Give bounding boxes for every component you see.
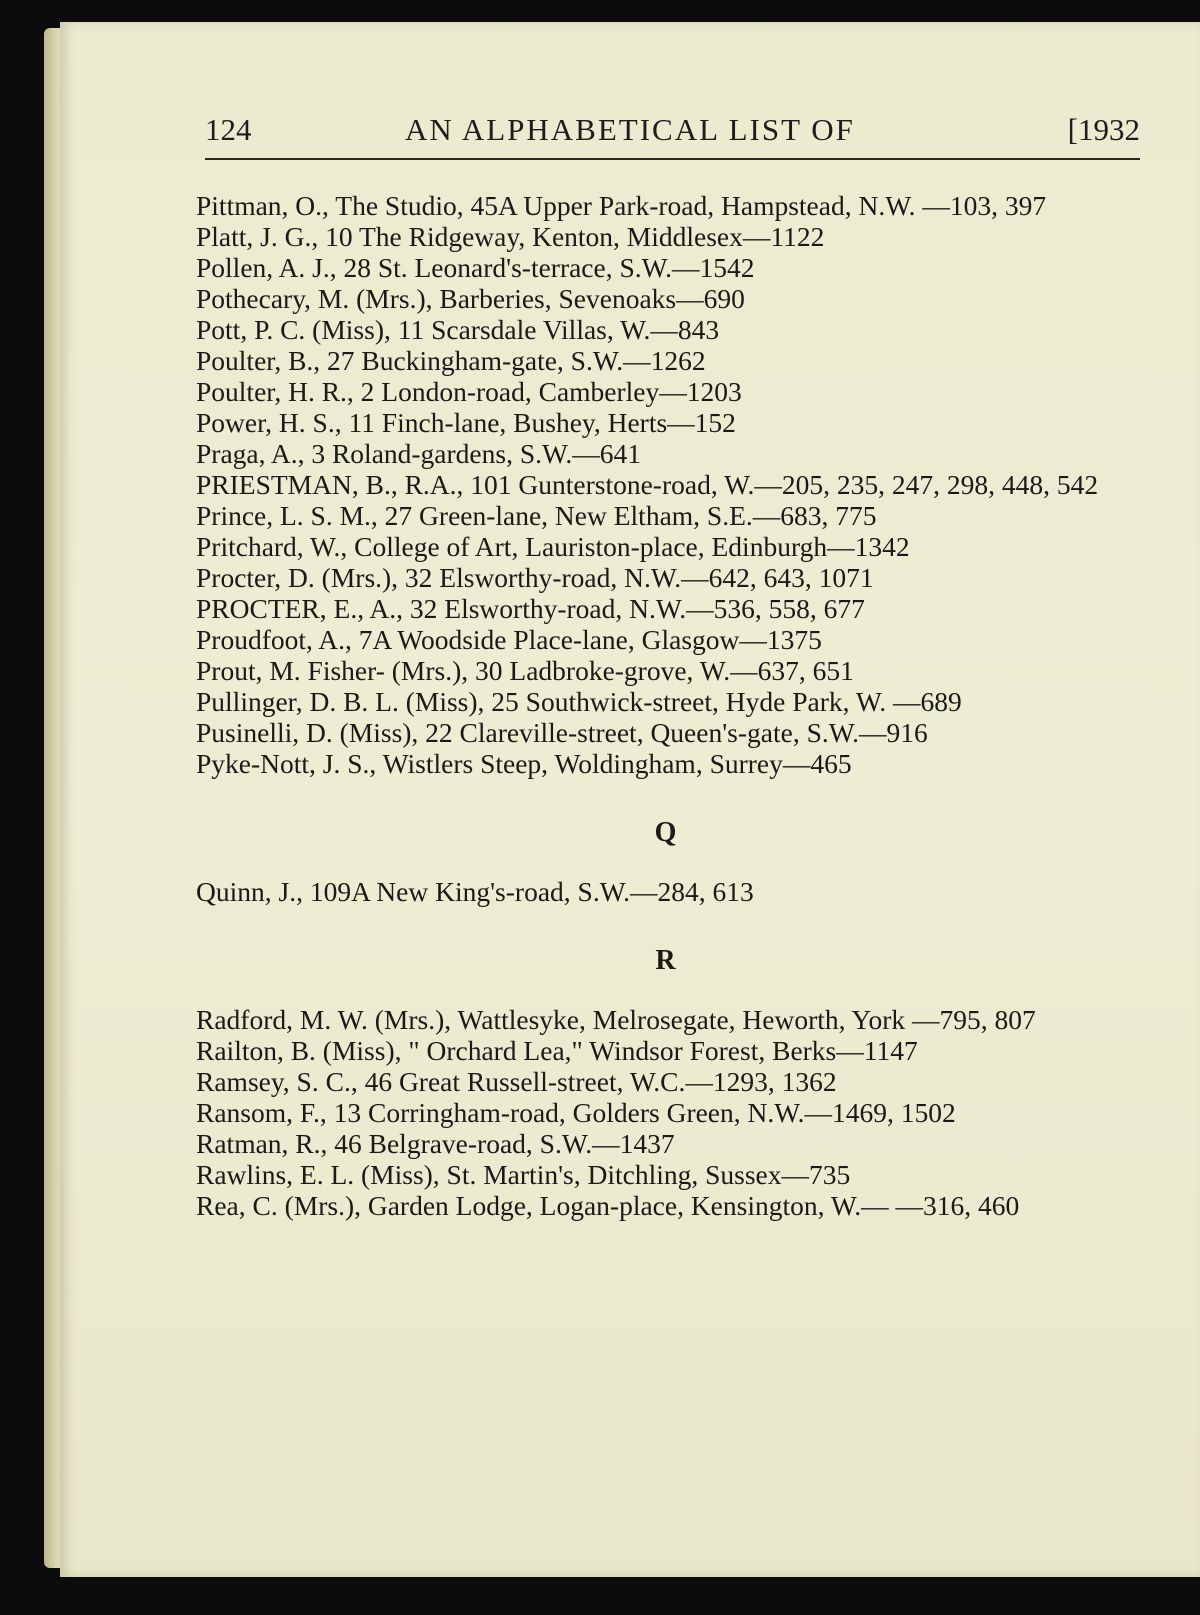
list-item: Pritchard, W., College of Art, Lauriston-place, Edinburgh—1342: [196, 531, 910, 562]
list-item: PROCTER, E., A., 32 Elsworthy-road, N.W.—536, 558, 677: [196, 593, 865, 624]
directory-entries: [196, 190, 1141, 1221]
list-item: Prout, M. Fisher- (Mrs.), 30 Ladbroke-grove, W.—637, 651: [196, 655, 854, 686]
list-item: Procter, D. (Mrs.), 32 Elsworthy-road, N.W.—642, 643, 1071: [196, 562, 874, 593]
list-item: Pittman, O., The Studio, 45A Upper Park-road, Hampstead, N.W. —103, 397: [196, 190, 1047, 221]
list-item: Pott, P. C. (Miss), 11 Scarsdale Villas, W.—843: [196, 314, 720, 345]
list-item: Rea, C. (Mrs.), Garden Lodge, Logan-place, Kensington, W.— —316, 460: [196, 1190, 1020, 1221]
section-letter-r: R: [655, 945, 676, 976]
page-header: [205, 112, 1140, 152]
header-rule: [205, 158, 1140, 160]
list-item: Pyke-Nott, J. S., Wistlers Steep, Woldingham, Surrey—465: [196, 748, 852, 779]
list-item: PRIESTMAN, B., R.A., 101 Gunterstone-road, W.—205, 235, 247, 298, 448, 542: [196, 469, 1099, 500]
list-item: Prince, L. S. M., 27 Green-lane, New Eltham, S.E.—683, 775: [196, 500, 877, 531]
list-item: Poulter, H. R., 2 London-road, Camberley—1203: [196, 376, 742, 407]
list-item: Proudfoot, A., 7A Woodside Place-lane, Glasgow—1375: [196, 624, 822, 655]
list-item: Quinn, J., 109A New King's-road, S.W.—284, 613: [196, 876, 754, 907]
list-item: Railton, B. (Miss), " Orchard Lea," Windsor Forest, Berks—1147: [196, 1035, 918, 1066]
page-number: 124: [205, 112, 252, 147]
list-item: Pullinger, D. B. L. (Miss), 25 Southwick-street, Hyde Park, W. —689: [196, 686, 962, 717]
list-item: Pusinelli, D. (Miss), 22 Clareville-street, Queen's-gate, S.W.—916: [196, 717, 928, 748]
list-item: Radford, M. W. (Mrs.), Wattlesyke, Melrosegate, Heworth, York —795, 807: [196, 1004, 1036, 1035]
year-mark: [1932: [1067, 112, 1140, 147]
section-letter-q: Q: [654, 817, 677, 848]
list-item: Ratman, R., 46 Belgrave-road, S.W.—1437: [196, 1128, 675, 1159]
list-item: Ramsey, S. C., 46 Great Russell-street, W.C.—1293, 1362: [196, 1066, 837, 1097]
list-item: Poulter, B., 27 Buckingham-gate, S.W.—1262: [196, 345, 706, 376]
list-item: Pollen, A. J., 28 St. Leonard's-terrace, S.W.—1542: [196, 252, 755, 283]
list-item: Rawlins, E. L. (Miss), St. Martin's, Ditchling, Sussex—735: [196, 1159, 851, 1190]
list-item: Praga, A., 3 Roland-gardens, S.W.—641: [196, 438, 642, 469]
list-item: Pothecary, M. (Mrs.), Barberies, Sevenoaks—690: [196, 283, 745, 314]
running-title: AN ALPHABETICAL LIST OF: [405, 112, 855, 147]
list-item: Ransom, F., 13 Corringham-road, Golders Green, N.W.—1469, 1502: [196, 1097, 956, 1128]
list-item: Platt, J. G., 10 The Ridgeway, Kenton, Middlesex—1122: [196, 221, 825, 252]
list-item: Power, H. S., 11 Finch-lane, Bushey, Herts—152: [196, 407, 736, 438]
